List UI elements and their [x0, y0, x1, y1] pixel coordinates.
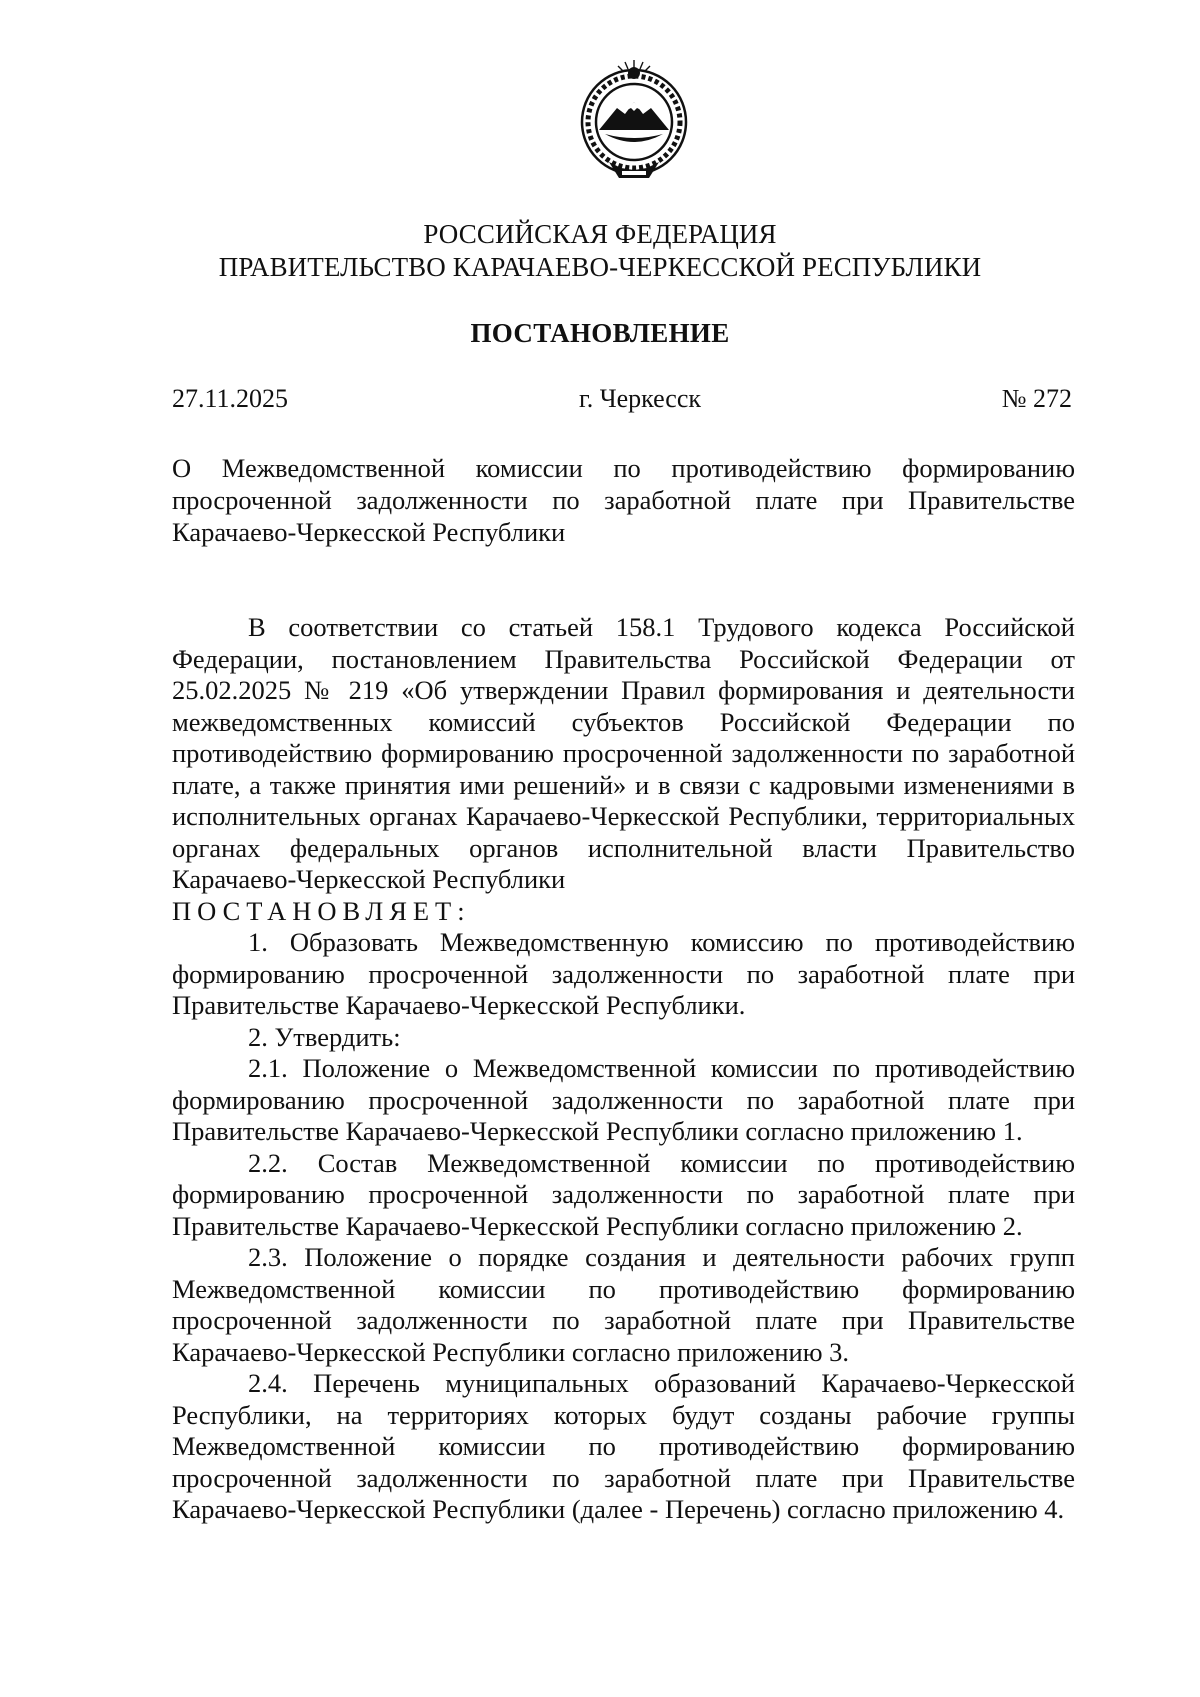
clause-2-1: 2.1. Положение о Межведомственной комиссии по противодействию формированию просроченной задолженности по заработной плате при Правительстве Карачаево-Черкесской Республики согласно приложению 1.: [172, 1053, 1075, 1146]
document-body: [172, 612, 1075, 1526]
header-government: ПРАВИТЕЛЬСТВО КАРАЧАЕВО-ЧЕРКЕССКОЙ РЕСПУБЛИКИ: [218, 252, 982, 282]
document-city: г. Черкесск: [578, 384, 702, 413]
decree-word: ПОСТАНОВЛЯЕТ:: [172, 895, 471, 926]
document-number: № 272: [1001, 384, 1072, 413]
clause-1: 1. Образовать Межведомственную комиссию по противодействию формированию просроченной задолженности по заработной плате при Правительстве Карачаево-Черкесской Республики.: [172, 927, 1075, 1020]
clause-2-4: 2.4. Перечень муниципальных образований Карачаево-Черкесской Республики, на территориях которых будут созданы рабочие группы Межведомственной комиссии по противодействию формированию просроченной задолженности по заработной плате при Правительстве Карачаево-Черкесской Республики (далее - Перечень) согласно приложению 4.: [172, 1368, 1075, 1524]
preamble-paragraph: В соответствии со статьей 158.1 Трудового кодекса Российской Федерации, постановлением Правительства Российской Федерации от 25.02.2025 № 219 «Об утверждении Правил формирования и деятельности межведомственных комиссий субъектов Российской Федерации по противодействию формированию просроченной задолженности по заработной плате, а также принятия ими решений» и в связи с кадровыми изменениями в исполнительных органах Карачаево-Черкесской Республики, территориальных органах федеральных органов исполнительной власти Правительство Карачаево-Черкесской Республики: [172, 612, 1075, 894]
document-type-title: ПОСТАНОВЛЕНИЕ: [470, 318, 730, 348]
coat-of-arms-icon: [575, 58, 693, 186]
document-subject: О Межведомственной комиссии по противодействию формированию просроченной задолженности по заработной плате при Правительстве Карачаево-Черкесской Республики: [172, 453, 1075, 547]
header-country: РОССИЙСКАЯ ФЕДЕРАЦИЯ: [423, 219, 777, 249]
clause-2: 2. Утвердить:: [248, 1021, 401, 1052]
clause-2-3: 2.3. Положение о порядке создания и деятельности рабочих групп Межведомственной комиссии по противодействию формированию просроченной задолженности по заработной плате при Правительстве Карачаево-Черкесской Республики согласно приложению 3.: [172, 1242, 1075, 1367]
clause-2-2: 2.2. Состав Межведомственной комиссии по противодействию формированию просроченной задолженности по заработной плате при Правительстве Карачаево-Черкесской Республики согласно приложению 2.: [172, 1147, 1075, 1241]
document-date: 27.11.2025: [172, 384, 289, 413]
